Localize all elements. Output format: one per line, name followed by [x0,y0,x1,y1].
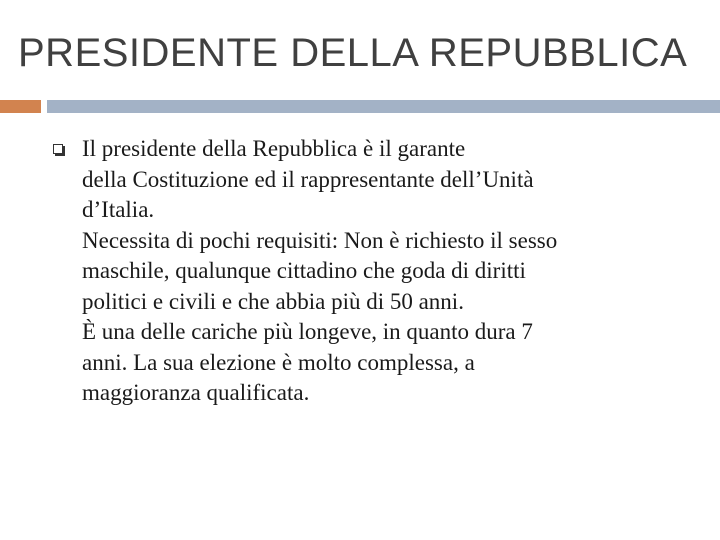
bullet-line: della Costituzione ed il rappresentante dell’Unità [82,166,534,192]
bullet-line: d’Italia. [82,197,155,222]
bullet-text [82,134,702,409]
bullet-line: maschile, qualunque cittadino che goda di diritti [82,258,526,283]
slide-title: PRESIDENTE DELLA REPUBBLICA [18,31,688,75]
bullet-line: Il presidente della Repubblica è il garante [82,136,466,161]
bullet-line: Necessita di pochi requisiti: Non è richiesto il sesso [82,227,558,253]
bullet-line: È una delle cariche più longeve, in quanto dura 7 [82,319,533,344]
bullet-line: maggioranza qualificata. [82,380,310,405]
title-accent-bar [0,100,41,113]
bullet-line: anni. La sua elezione è molto complessa, a [82,349,475,375]
title-divider-rule [47,100,720,113]
bullet-line: politici e civili e che abbia più di 50 anni. [82,288,464,314]
square-bullet-icon [53,144,63,154]
